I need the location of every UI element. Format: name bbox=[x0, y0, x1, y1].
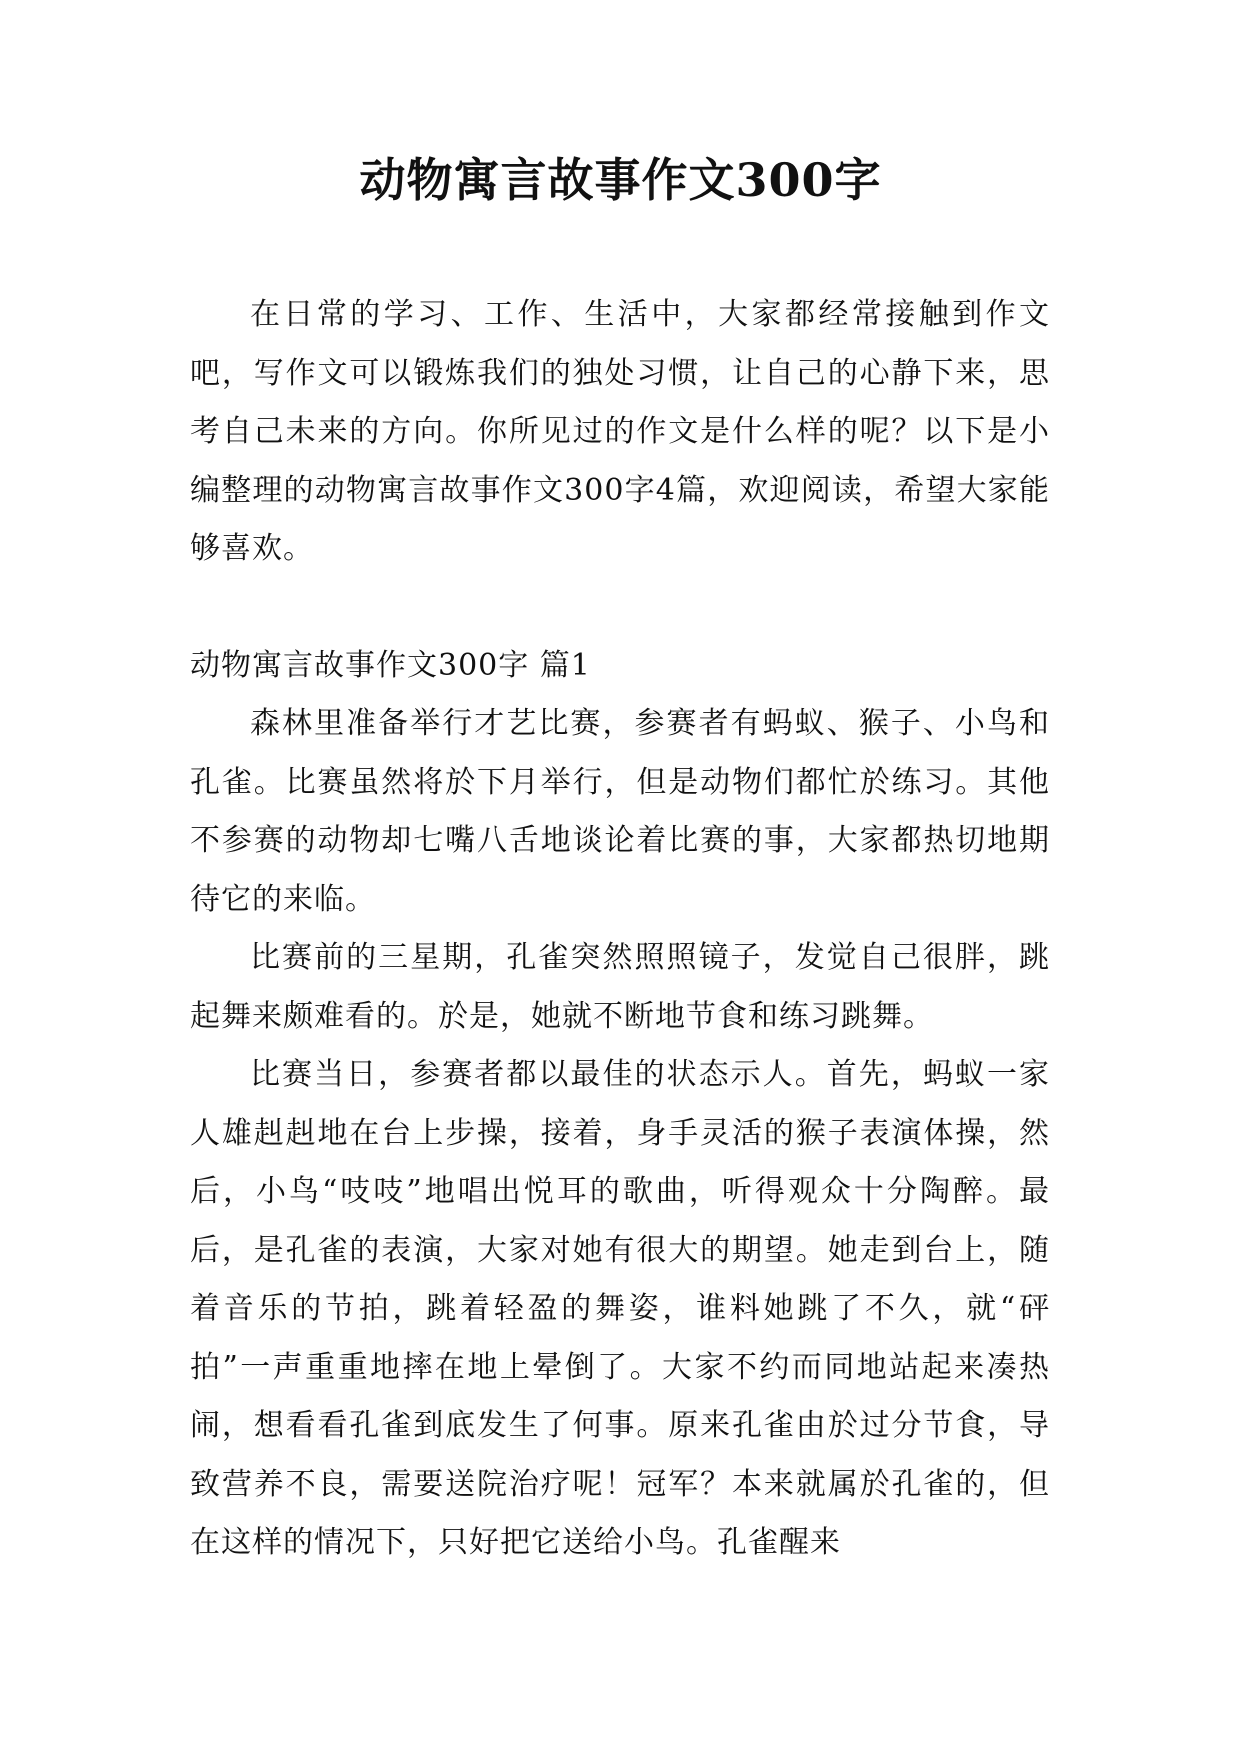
document-body bbox=[190, 286, 1050, 1573]
body-paragraph-3: 比赛当日，参赛者都以最佳的状态示人。首先，蚂蚁一家人雄赳赳地在台上步操，接着，身手灵活的猴子表演体操，然后，小鸟“吱吱”地唱出悦耳的歌曲，听得观众十分陶醉。最后，是孔雀的表演，大家对她有很大的期望。她走到台上，随着音乐的节拍，跳着轻盈的舞姿，谁料她跳了不久，就“砰拍”一声重重地摔在地上晕倒了。大家不约而同地站起来凑热闹，想看看孔雀到底发生了何事。原来孔雀由於过分节食，导致营养不良，需要送院治疗呢！冠军？本来就属於孔雀的，但在这样的情况下，只好把它送给小鸟。孔雀醒来 bbox=[190, 1057, 1050, 1560]
body-paragraph-2: 比赛前的三星期，孔雀突然照照镜子，发觉自己很胖，跳起舞来颇难看的。於是，她就不断地节食和练习跳舞。 bbox=[190, 940, 1050, 1034]
paragraph-gap bbox=[190, 579, 1050, 637]
document-title: 动物寓言故事作文300字 bbox=[359, 153, 882, 207]
intro-paragraph: 在日常的学习、工作、生活中，大家都经常接触到作文吧，写作文可以锻炼我们的独处习惯，让自己的心静下来，思考自己未来的方向。你所见过的作文是什么样的呢？以下是小编整理的动物寓言故事作文300字4篇，欢迎阅读，希望大家能够喜欢。 bbox=[190, 297, 1050, 566]
body-paragraph-1: 森林里准备举行才艺比赛，参赛者有蚂蚁、猴子、小鸟和孔雀。比赛虽然将於下月举行，但是动物们都忙於练习。其他不参赛的动物却七嘴八舌地谈论着比赛的事，大家都热切地期待它的来临。 bbox=[190, 706, 1050, 917]
section-heading: 动物寓言故事作文300字 篇1 bbox=[190, 647, 591, 683]
